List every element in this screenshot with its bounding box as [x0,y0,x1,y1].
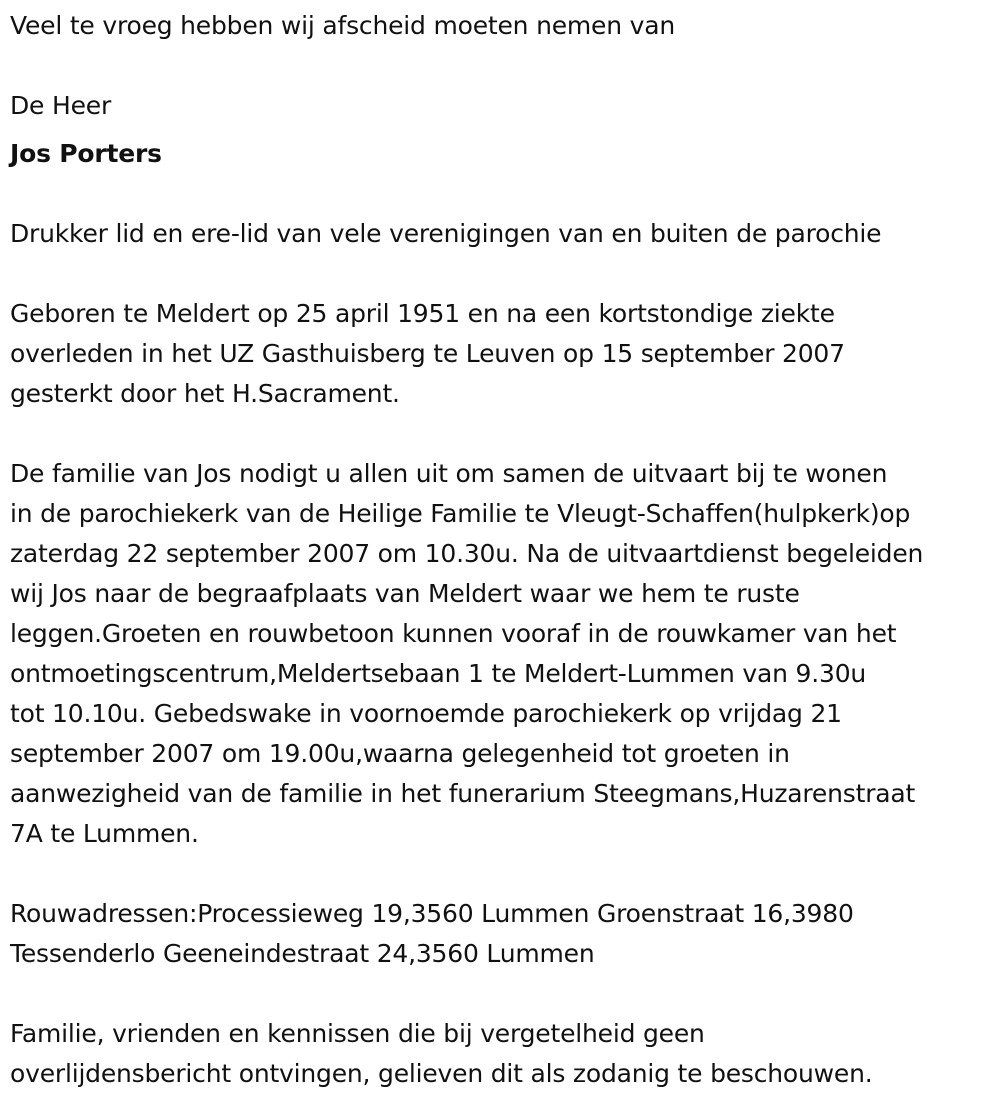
birth-death-paragraph: Geboren te Meldert op 25 april 1951 en na een kortstondige ziekte overleden in het UZ Gasthuisberg te Leuven op 15 september 2007 gesterkt door het H.Sacrament. [10,299,845,408]
addresses-paragraph: Rouwadressen:Processieweg 19,3560 Lummen Groenstraat 16,3980 Tessenderlo Geeneindestraat 24,3560 Lummen [10,899,854,968]
intro-text: Veel te vroeg hebben wij afscheid moeten nemen van [10,11,675,40]
closing-paragraph: Familie, vrienden en kennissen die bij vergetelheid geen overlijdensbericht ontvingen, gelieven dit als zodanig te beschouwen. [10,1019,873,1088]
obituary-notice [10,6,995,1094]
deceased-name: Jos Porters [10,139,162,168]
occupation-text: Drukker lid en ere-lid van vele verenigingen van en buiten de parochie [10,219,882,248]
funeral-paragraph: De familie van Jos nodigt u allen uit om samen de uitvaart bij te wonen in de parochiekerk van de Heilige Familie te Vleugt-Schaffen(hulpkerk)op zaterdag 22 september 2007 om 10.30u. Na de uitvaartdienst begeleiden wij Jos naar de begraafplaats van Meldert waar we hem te ruste leggen.Groeten en rouwbetoon kunnen vooraf in de rouwkamer van het ontmoetingscentrum,Meldertsebaan 1 te Meldert-Lummen van 9.30u tot 10.10u. Gebedswake in voornoemde parochiekerk op vrijdag 21 september 2007 om 19.00u,waarna gelegenheid tot groeten in aanwezigheid van de familie in het funerarium Steegmans,Huzarenstraat 7A te Lummen. [10,459,924,848]
honorific: De Heer [10,91,112,120]
